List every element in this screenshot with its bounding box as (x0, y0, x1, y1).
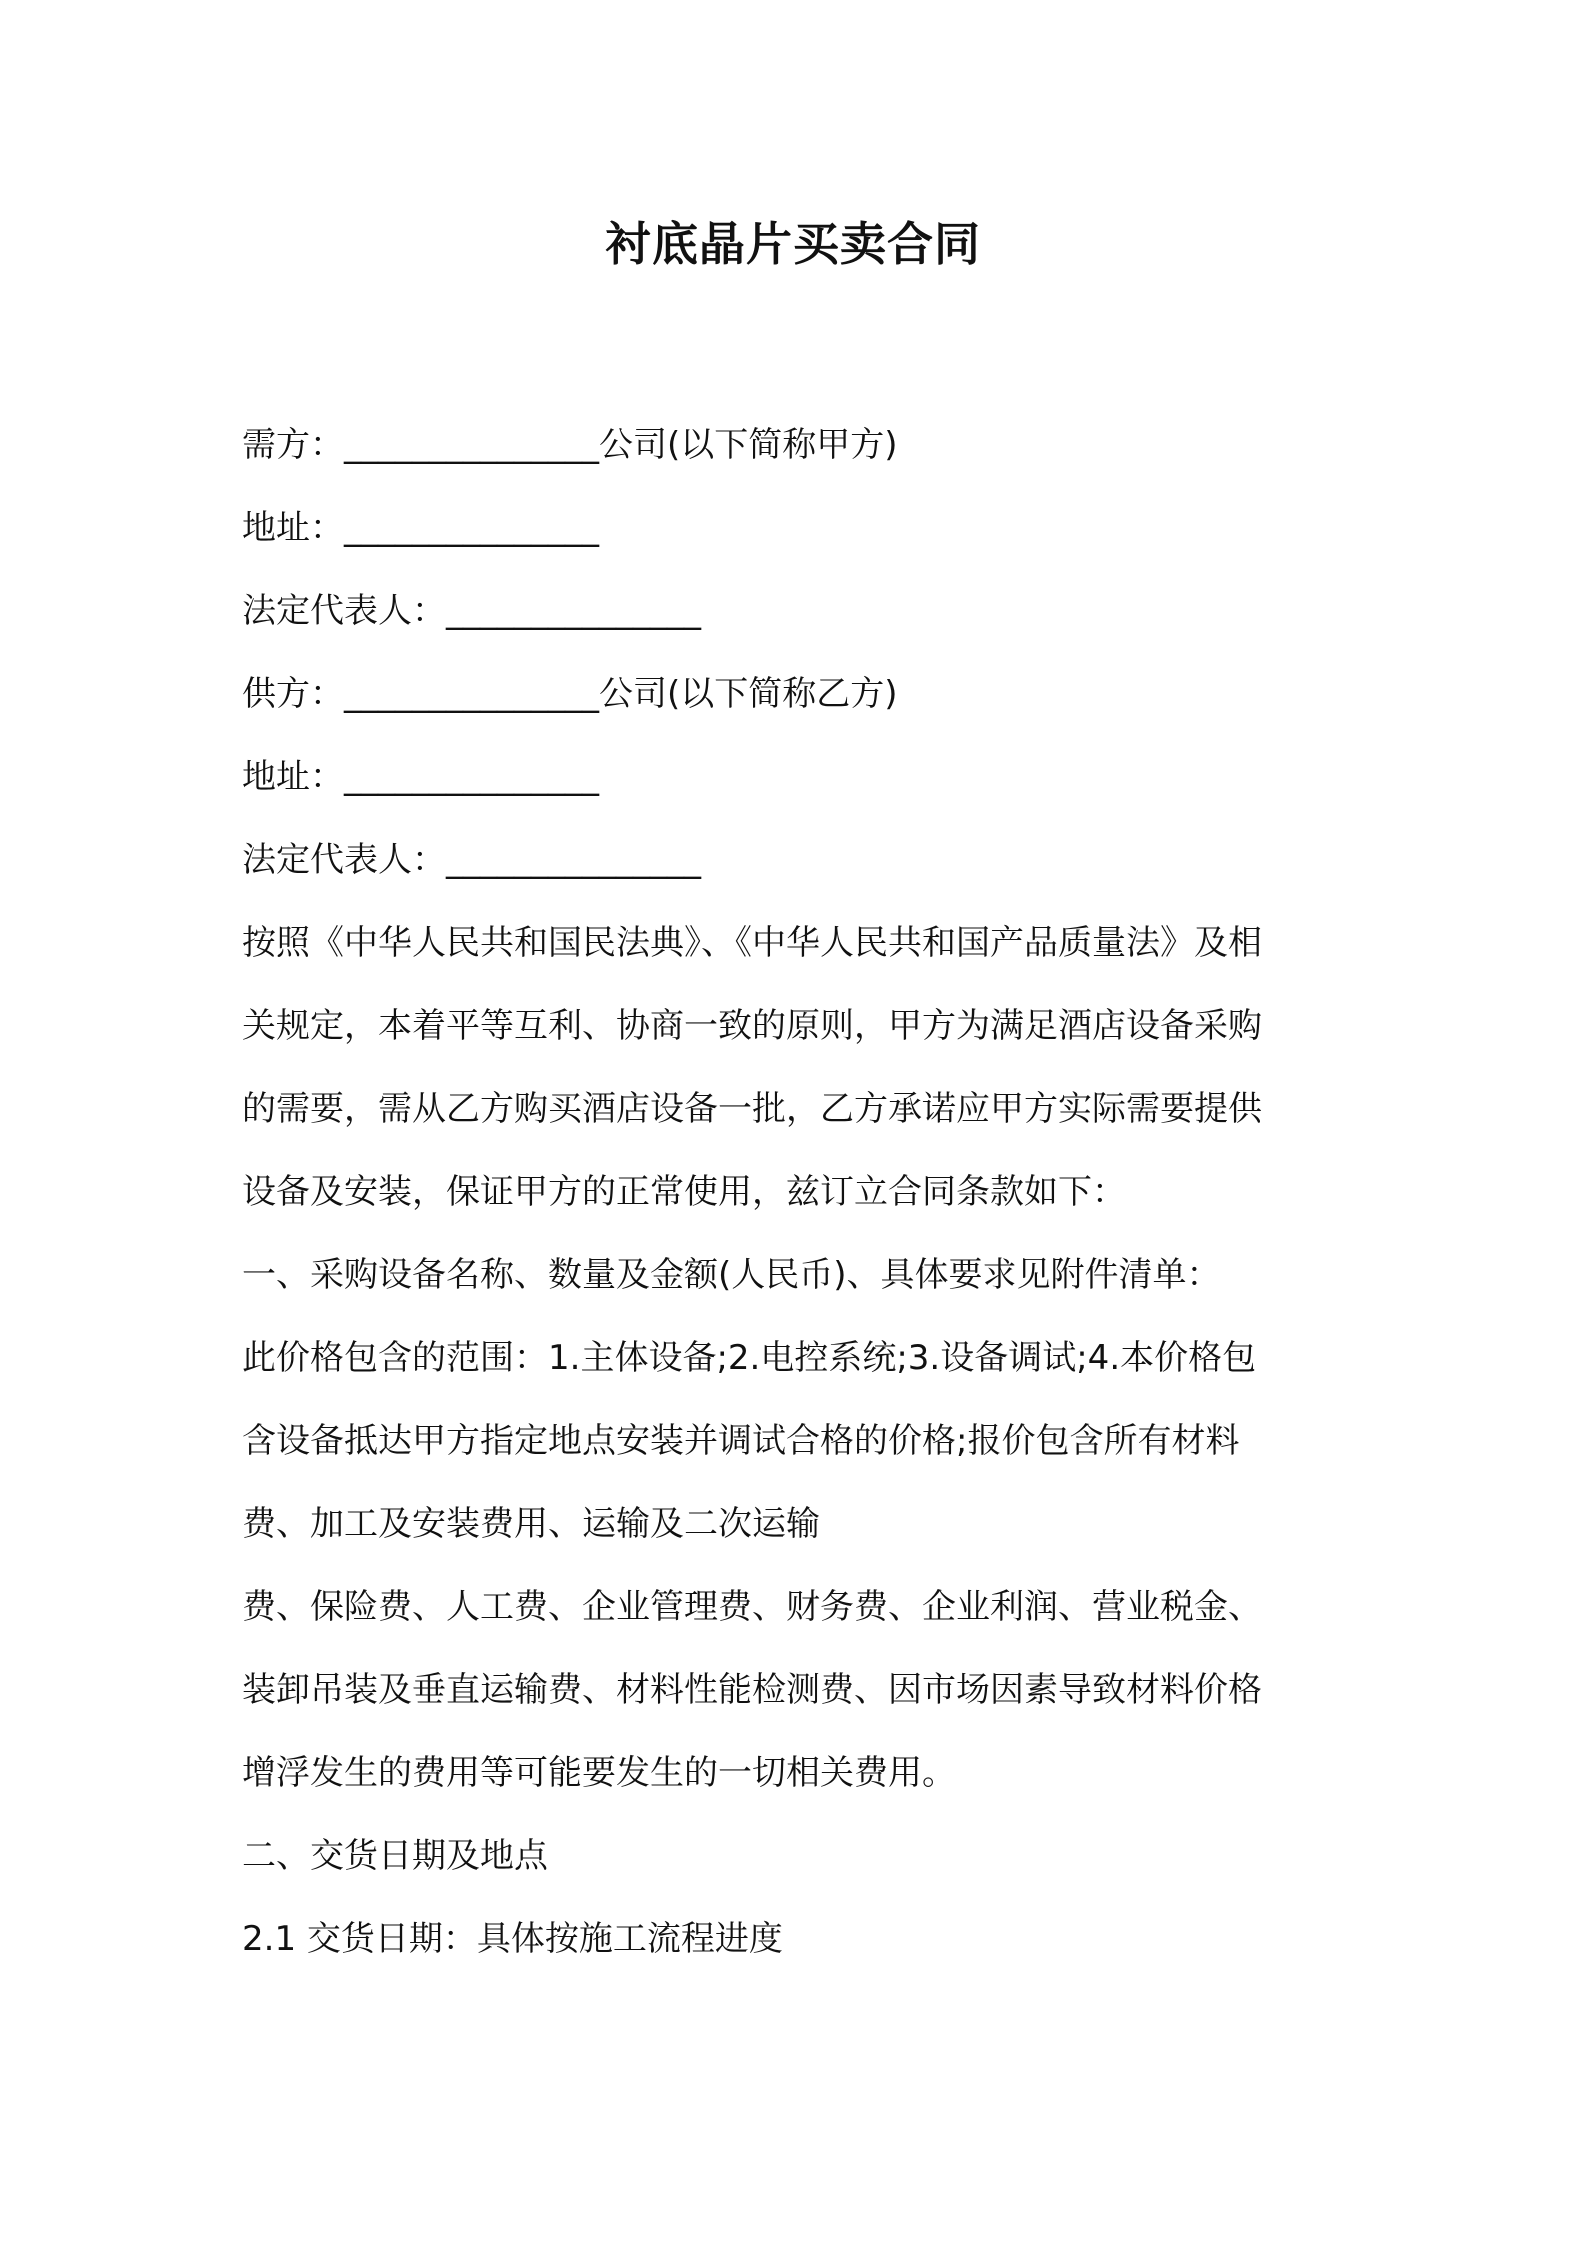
section-2-heading: 二、交货日期及地点 (242, 1836, 548, 1876)
contract-body (242, 404, 1352, 1981)
section-1-paragraph-line: 装卸吊装及垂直运输费、材料性能检测费、因市场因素导致材料价格 (242, 1670, 1262, 1710)
seller-legal-rep-line: 法定代表人：_______________ (242, 840, 701, 880)
preamble-line: 设备及安装，保证甲方的正常使用，兹订立合同条款如下： (242, 1172, 1126, 1212)
section-1-paragraph-line: 增浮发生的费用等可能要发生的一切相关费用。 (242, 1753, 956, 1793)
document-title: 衬底晶片买卖合同 (605, 217, 981, 271)
section-1-paragraph-line: 费、加工及安装费用、运输及二次运输 (242, 1504, 820, 1544)
preamble-line: 按照《中华人民共和国民法典》、《中华人民共和国产品质量法》及相 (242, 923, 1262, 963)
preamble-line: 关规定，本着平等互利、协商一致的原则，甲方为满足酒店设备采购 (242, 1006, 1262, 1046)
preamble-line: 的需要，需从乙方购买酒店设备一批，乙方承诺应甲方实际需要提供 (242, 1089, 1262, 1129)
buyer-line: 需方：_______________公司(以下简称甲方) (242, 425, 898, 465)
section-1-paragraph-line: 费、保险费、人工费、企业管理费、财务费、企业利润、营业税金、 (242, 1587, 1262, 1627)
buyer-address-line: 地址：_______________ (242, 508, 599, 548)
section-1-heading: 一、采购设备名称、数量及金额(人民币)、具体要求见附件清单： (242, 1255, 1221, 1295)
seller-address-line: 地址：_______________ (242, 757, 599, 797)
section-1-paragraph-line: 含设备抵达甲方指定地点安装并调试合格的价格;报价包含所有材料 (242, 1421, 1240, 1461)
buyer-legal-rep-line: 法定代表人：_______________ (242, 591, 701, 631)
seller-line: 供方：_______________公司(以下简称乙方) (242, 674, 898, 714)
clause-2-1-line: 2.1 交货日期：具体按施工流程进度 (242, 1919, 783, 1959)
section-1-paragraph-line: 此价格包含的范围：1.主体设备;2.电控系统;3.设备调试;4.本价格包 (242, 1338, 1257, 1378)
